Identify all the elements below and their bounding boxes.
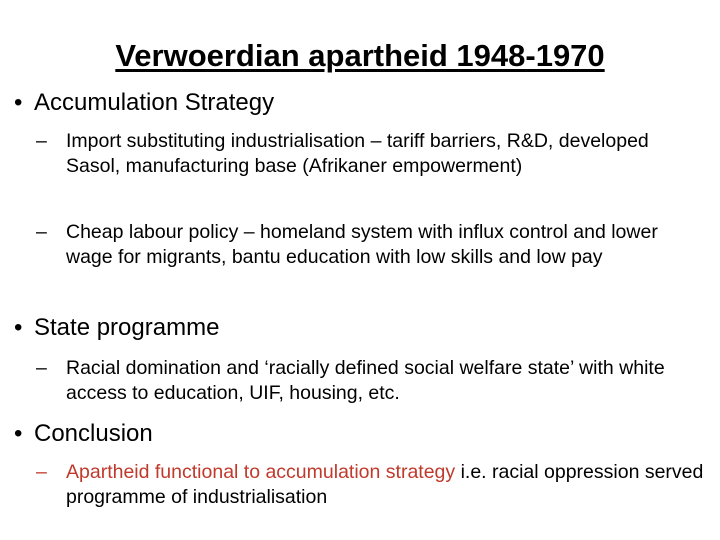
- dash-icon: –: [36, 221, 47, 243]
- sub-bullet-text: [66, 460, 704, 509]
- dash-icon: –: [36, 130, 47, 152]
- dash-icon: –: [36, 461, 47, 483]
- bullet-icon: •: [14, 89, 23, 116]
- sub-bullet-racial-domination: [36, 356, 704, 405]
- bullet-heading: Accumulation Strategy: [34, 89, 275, 116]
- conclusion-rest: i.e. racial oppression served programme of industrialisation: [66, 461, 704, 508]
- slide-title: Verwoerdian apartheid 1948-1970: [115, 38, 605, 73]
- sub-bullet-cheap-labour: [36, 220, 704, 269]
- sub-bullet-text: Cheap labour policy – homeland system with influx control and lower wage for migrants, bantu education with low skills and low pay: [66, 221, 658, 268]
- sub-bullet-import-substitution: [36, 129, 704, 178]
- sub-bullet-conclusion: [36, 460, 704, 509]
- bullet-heading: State programme: [34, 314, 220, 341]
- conclusion-highlight: Apartheid functional to accumulation strategy: [66, 461, 456, 483]
- sub-bullet-text: Racial domination and ‘racially defined social welfare state’ with white access to education, UIF, housing, etc.: [66, 357, 665, 404]
- bullet-icon: •: [14, 420, 23, 447]
- dash-icon: –: [36, 357, 47, 379]
- sub-bullet-text: Import substituting industrialisation – tariff barriers, R&D, developed Sasol, manufacturing base (Afrikaner empowerment): [66, 130, 649, 177]
- bullet-heading: Conclusion: [34, 420, 153, 447]
- bullet-icon: •: [14, 314, 23, 341]
